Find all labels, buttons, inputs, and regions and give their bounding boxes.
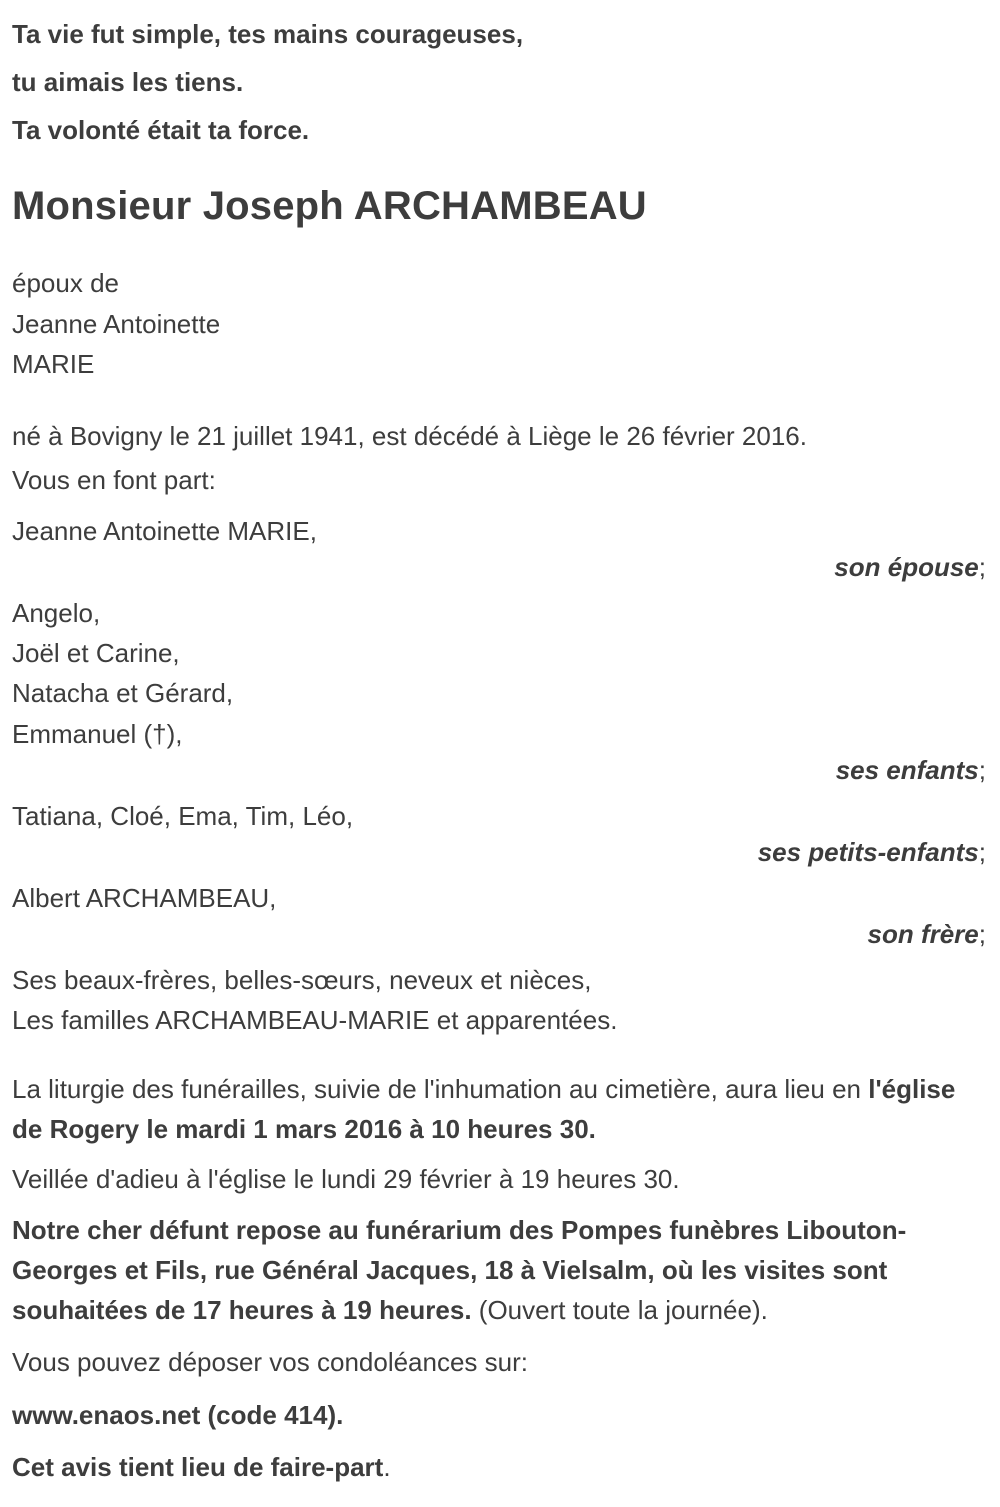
family-role-label: ses enfants	[835, 755, 979, 786]
family-role-suffix: ;	[978, 837, 986, 868]
family-role-suffix: ;	[978, 755, 986, 786]
condolences-intro: Vous pouvez déposer vos condoléances sur:	[12, 1347, 529, 1378]
family-role-label: son frère	[867, 919, 979, 950]
deceased-name-title: Monsieur Joseph ARCHAMBEAU	[12, 184, 647, 229]
spouse-block	[12, 263, 988, 384]
family-intro: Vous en font part:	[12, 465, 216, 496]
family-role-line	[12, 918, 988, 952]
family-role-suffix: ;	[978, 552, 986, 583]
birth-death-announcement: né à Bovigny le 21 juillet 1941, est décédé à Liège le 26 février 2016.	[12, 421, 807, 452]
condolences-site: www.enaos.net (code 414).	[12, 1399, 344, 1430]
epitaph-line: tu aimais les tiens.	[12, 67, 244, 98]
repose-note: (Ouvert toute la journée).	[471, 1295, 768, 1326]
faire-part-notice-text: Cet avis tient lieu de faire-part	[12, 1452, 384, 1482]
family-group-children	[12, 593, 988, 788]
epitaph	[12, 10, 988, 154]
family-role-suffix: ;	[978, 919, 986, 950]
family-role-line	[12, 836, 988, 870]
repose-details: Notre cher défunt repose au funérarium des Pompes funèbres Libouton-Georges et Fils, rue Général Jacques, 18 à Vielsalm, où les visites sont souhaitées de 17 heures à 19 heures.	[12, 1214, 907, 1326]
family-name-line: Jeanne Antoinette MARIE,	[12, 515, 317, 546]
family-role-label: son épouse	[834, 552, 979, 583]
epitaph-line: Ta vie fut simple, tes mains courageuses,	[12, 19, 524, 49]
liturgy-text: La liturgie des funérailles, suivie de l'inhumation au cimetière, aura lieu en	[12, 1073, 869, 1104]
family-group-grandchildren	[12, 796, 988, 870]
family-extra-line: Ses beaux-frères, belles-sœurs, neveux et nièces,	[12, 965, 592, 996]
family-name-line: Emmanuel (†),	[12, 718, 183, 749]
faire-part-notice	[12, 1447, 988, 1487]
family-role-line	[12, 754, 988, 788]
liturgy-details: l'église de Rogery le mardi 1 mars 2016 à 10 heures 30.	[12, 1073, 956, 1144]
spouse-line: MARIE	[12, 348, 95, 379]
family-role-line	[12, 551, 988, 585]
epitaph-line: Ta volonté était ta force.	[12, 115, 310, 146]
family-name-line: Joël et Carine,	[12, 638, 180, 669]
family-name-line: Albert ARCHAMBEAU,	[12, 882, 277, 913]
family-name-line: Tatiana, Cloé, Ema, Tim, Léo,	[12, 800, 354, 831]
family-name-line: Natacha et Gérard,	[12, 678, 234, 709]
family-group-brother	[12, 878, 988, 952]
family-group-spouse	[12, 511, 988, 585]
spouse-line: Jeanne Antoinette	[12, 308, 221, 339]
liturgy-paragraph	[12, 1069, 988, 1150]
repose-paragraph	[12, 1210, 988, 1331]
family-name-line: Angelo,	[12, 597, 101, 628]
spouse-line: époux de	[12, 268, 119, 299]
family-list	[12, 511, 988, 952]
family-extra-line: Les familles ARCHAMBEAU-MARIE et apparentées.	[12, 1005, 618, 1036]
family-role-label: ses petits-enfants	[757, 837, 979, 868]
family-extra	[12, 960, 988, 1041]
vigil-paragraph: Veillée d'adieu à l'église le lundi 29 février à 19 heures 30.	[12, 1164, 680, 1195]
faire-part-notice-suffix: .	[383, 1452, 391, 1482]
